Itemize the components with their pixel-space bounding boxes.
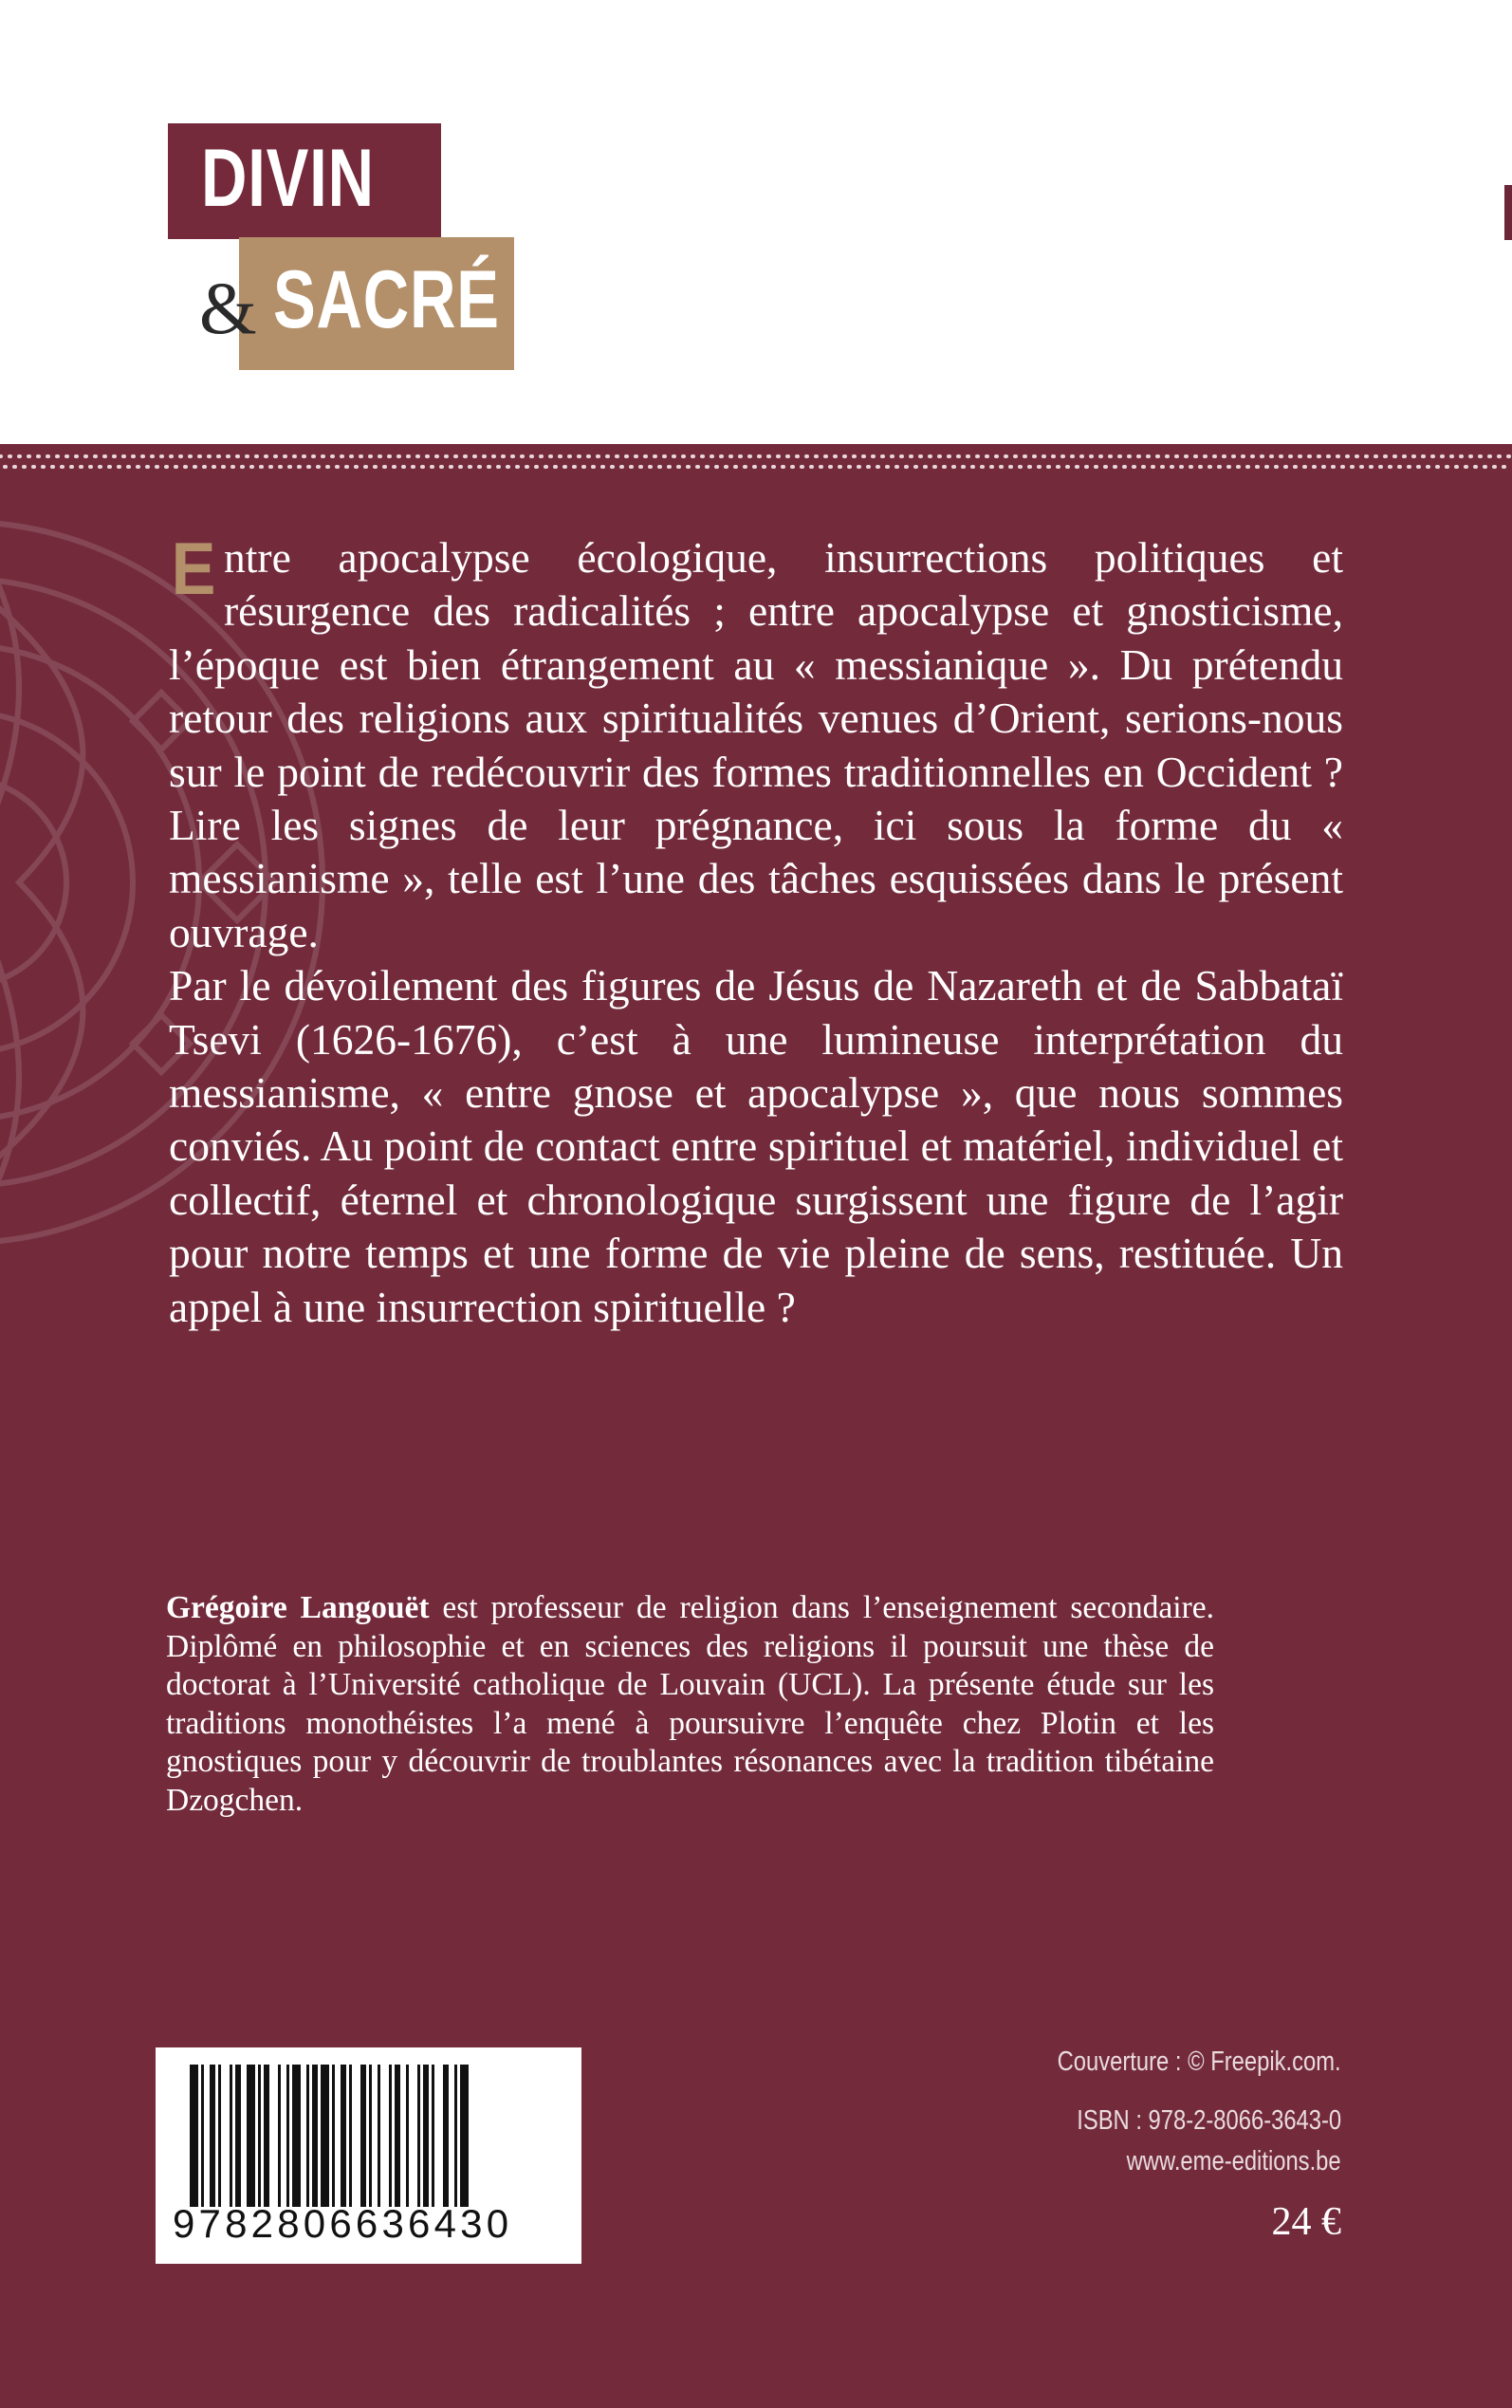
barcode-bar [341,2065,346,2207]
barcode-bar [443,2065,449,2207]
barcode-bar [432,2065,434,2207]
barcode-bar [369,2065,372,2207]
barcode-bar [360,2065,366,2207]
logo-ampersand: & [199,267,257,349]
barcode-bar [247,2065,255,2207]
author-name: Grégoire Langouët [166,1590,430,1625]
barcode-bar [306,2065,309,2207]
barcode-bar [332,2065,335,2207]
logo-word-divin: DIVIN [201,133,375,224]
blurb-paragraph-1 [169,527,1343,959]
drop-cap: E [171,527,216,610]
back-cover-blurb [169,527,1343,1334]
barcode-bar [349,2065,352,2207]
barcode-bar [190,2065,198,2207]
barcode-bar [395,2065,400,2207]
cover-credit: Couverture : © Freepik.com. [1057,2047,1341,2077]
barcode-bar [278,2065,281,2207]
barcode-bar [264,2065,269,2207]
barcode-bar [292,2065,301,2207]
barcode-bar [460,2065,469,2207]
header-area [0,0,1512,444]
barcode-number: 9782806636430 [173,2201,513,2246]
barcode-bar [235,2065,241,2207]
barcode-bar [417,2065,420,2207]
price: 24 € [1271,2200,1341,2244]
barcode-bar [378,2065,380,2207]
barcode-bar [210,2065,215,2207]
barcode-bar [312,2065,318,2207]
author-bio-text: est professeur de religion dans l’enseignement secondaire. Diplômé en philosophie et en sciences des religions il poursuit une thèse de doctorat à l’Université catholique de Louvain (UCL). La présente étude sur les traditions monothéistes l’a mené à poursuivre l’enquête chez Plotin et les gnostiques pour y découvrir de troublantes résonances avec la tradition tibétaine Dzogchen. [166,1590,1214,1818]
barcode-bar [201,2065,204,2207]
spine-edge-mark [1504,185,1512,240]
publisher-website[interactable]: www.eme-editions.be [1126,2146,1341,2176]
barcode-bar [230,2065,232,2207]
barcode-bar [423,2065,429,2207]
author-bio [166,1589,1214,1820]
barcode [156,2047,581,2264]
barcode-bar [286,2065,289,2207]
decorative-dotted-band [0,444,1512,482]
barcode-bar [406,2065,409,2207]
barcode-bar [218,2065,221,2207]
barcode-bar [321,2065,329,2207]
barcode-bar [389,2065,392,2207]
blurb-paragraph-2: Par le dévoilement des figures de Jésus de Nazareth et de Sabbataï Tsevi (1626-1676), c’est à une lumineuse interprétation du messianisme, « entre gnose et apocalypse », que nous sommes conviés. Au point de contact entre spirituel et matériel, individuel et collectif, éternel et chronologique surgissent une figure de l’agir pour notre temps et une forme de vie pleine de sens, restituée. Un appel à une insurrection spirituelle ? [169,961,1343,1331]
isbn-text: ISBN : 978-2-8066-3643-0 [1077,2105,1341,2136]
barcode-bar [258,2065,261,2207]
logo-word-sacre: SACRÉ [273,254,500,345]
barcode-bar [454,2065,457,2207]
blurb-paragraph-1-text: ntre apocalypse écologique, insurrections politiques et résurgence des radicalités ; entre apocalypse et gnosticisme, l’époque est bien étrangement au « messianique ». Du prétendu retour des religions aux spiritualités venues d’Orient, serions-nous sur le point de redécouvrir des formes traditionnelles en Occident ? Lire les signes de leur prégnance, ici sous la forme du « messianisme », telle est l’une des tâches esquissées dans le présent ouvrage. [169,533,1343,956]
